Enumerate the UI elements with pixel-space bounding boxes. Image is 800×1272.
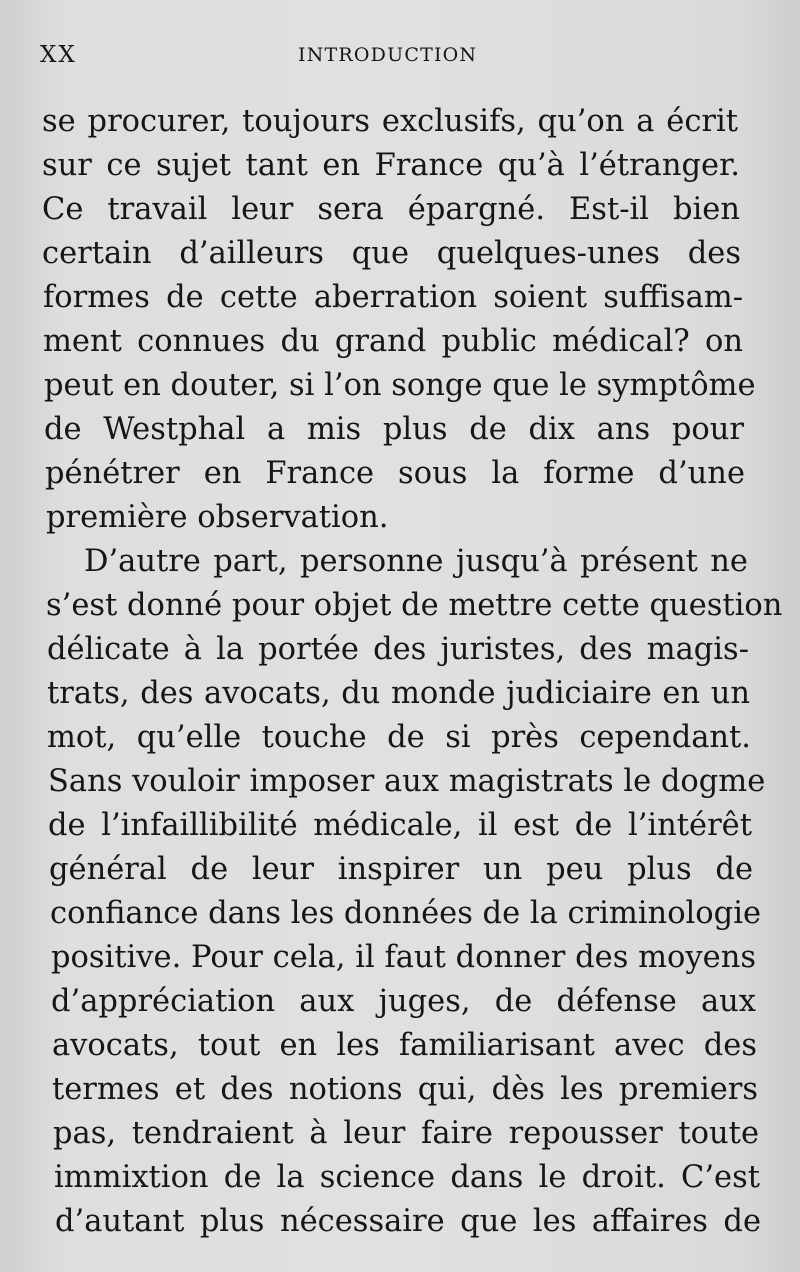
text-line: délicate à la portée des juristes, des magis- (47, 632, 749, 667)
text-line: d’autant plus nécessaire que les affaires de (55, 1204, 761, 1239)
text-line: termes et des notions qui, dès les premiers (52, 1072, 758, 1107)
running-title: INTRODUCTION (298, 44, 478, 66)
text-line: s’est donné pour objet de mettre cette question (46, 588, 783, 623)
text-line: Ce travail leur sera épargné. Est-il bien (42, 192, 740, 227)
text-line: positive. Pour cela, il faut donner des moyens (51, 940, 756, 975)
text-line: de l’infaillibilité médicale, il est de l’intérêt (48, 808, 752, 843)
text-line: pénétrer en France sous la forme d’une (45, 456, 745, 491)
page-number: XX (40, 42, 77, 68)
text-line: trats, des avocats, du monde judiciaire en un (47, 676, 750, 711)
text-line: de Westphal a mis plus de dix ans pour (44, 412, 744, 447)
text-line: formes de cette aberration soient suffisam- (43, 280, 743, 315)
text-line: général de leur inspirer un peu plus de (49, 852, 753, 887)
running-head (0, 42, 800, 76)
text-line: première observation. (46, 500, 389, 535)
text-line: mot, qu’elle touche de si près cependant. (47, 720, 751, 755)
text-line: Sans vouloir imposer aux magistrats le dogme (48, 764, 766, 799)
text-line: se procurer, toujours exclusifs, qu’on a écrit (42, 104, 738, 139)
text-line: d’appréciation aux juges, de défense aux (51, 984, 756, 1019)
text-line: immixtion de la science dans le droit. C’est (54, 1160, 760, 1195)
text-line: sur ce sujet tant en France qu’à l’étranger. (42, 148, 740, 183)
text-line: D’autre part, personne jusqu’à présent ne (84, 544, 748, 579)
text-line: avocats, tout en les familiarisant avec des (52, 1028, 757, 1063)
text-line: ment connues du grand public médical? on (43, 324, 743, 359)
text-line: pas, tendraient à leur faire repousser toute (53, 1116, 759, 1151)
text-line: confiance dans les données de la criminologie (50, 896, 762, 931)
text-line: peut en douter, si l’on songe que le symptôme (44, 368, 756, 403)
text-line: certain d’ailleurs que quelques-unes des (42, 236, 741, 271)
